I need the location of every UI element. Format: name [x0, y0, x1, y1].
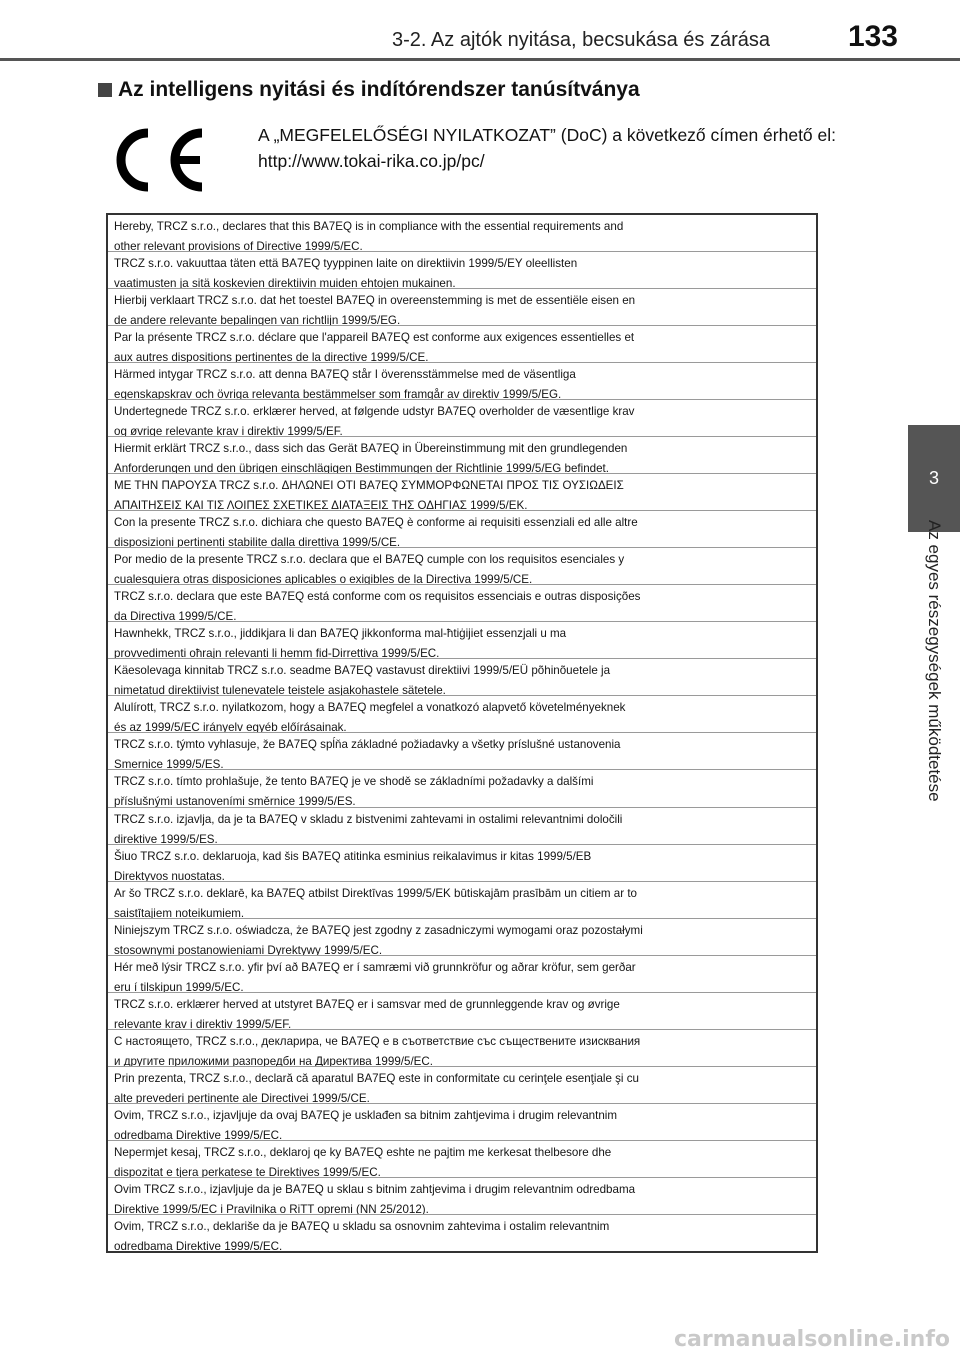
certificate-line: egenskapskrav och övriga relevanta bestämmelser som framgår av direktiv 1999/5/EG. — [114, 388, 562, 401]
section-heading — [98, 78, 640, 102]
certificate-row — [108, 437, 816, 474]
certificate-line: С настоящето, TRCZ s.r.o., декларира, че BA7EQ е в съответствие със съществените изисквания — [114, 1034, 641, 1048]
page-number: 133 — [847, 20, 898, 53]
certificate-row — [108, 956, 816, 993]
certificate-line: Hierbij verklaart TRCZ s.r.o. dat het toestel BA7EQ in overeenstemming is met de essentiële eisen en — [114, 294, 636, 308]
certificate-line: Hér með lýsir TRCZ s.r.o. yfir því að BA7EQ er í samræmi við grunnkröfur og aðrar kröfur, sem gerðar — [114, 960, 636, 974]
certificate-row — [108, 511, 816, 548]
chapter-caption-text: Az egyes részegységek működtetése — [925, 520, 944, 802]
certificate-row — [108, 919, 816, 956]
certificate-line: relevante krav i direktiv 1999/5/EF. — [114, 1017, 292, 1030]
certificate-line: Por medio de la presente TRCZ s.r.o. declara que el BA7EQ cumple con los requisitos esenciales y — [114, 553, 625, 567]
certificate-line: ΜΕ ΤΗΝ ΠΑΡΟΥΣΑ TRCZ s.r.o. ΔΗΛΩΝΕΙ ΟΤΙ BA7EQ ΣΥΜΜΟΡΦΩΝΕΤΑΙ ΠΡΟΣ ΤΙΣ ΟΥΣΙΩΔΕΙΣ — [114, 479, 624, 493]
certificate-line: Con la presente TRCZ s.r.o. dichiara che questo BA7EQ è conforme ai requisiti essenziali ed alle altre — [114, 516, 638, 530]
certificate-line: cualesquiera otras disposiciones aplicables o exigibles de la Directiva 1999/5/CE. — [114, 573, 533, 586]
header-rule — [0, 58, 960, 61]
page-header — [0, 0, 960, 62]
certificate-line: Niniejszym TRCZ s.r.o. oświadcza, że BA7EQ jest zgodny z zasadniczymi wymogami oraz pozostałymi — [114, 923, 643, 937]
certificate-row — [108, 215, 816, 252]
certificate-line: TRCZ s.r.o. izjavlja, da je ta BA7EQ v skladu z bistvenimi zahtevami in ostalimi relevantnimi določili — [114, 812, 623, 826]
certificate-line: alte prevederi pertinente ale Directivei 1999/5/CE. — [114, 1091, 370, 1104]
certificate-line: vaatimusten ja sitä koskevien direktiivin muiden ehtojen mukainen. — [114, 277, 456, 290]
certificate-row — [108, 1067, 816, 1104]
certificate-row — [108, 252, 816, 289]
ce-mark-icon — [108, 125, 208, 195]
certificate-row — [108, 733, 816, 770]
certificate-row — [108, 400, 816, 437]
certificate-line: nimetatud direktiivist tulenevatele teistele asjakohastele sätetele. — [114, 684, 446, 697]
certificate-row — [108, 1215, 816, 1251]
certificate-line: provvedimenti oħrajn relevanti li hemm fid-Dirrettiva 1999/5/EC. — [114, 647, 440, 660]
certificate-line: TRCZ s.r.o. týmto vyhlasuje, že BA7EQ spĺňa základné požiadavky a všetky príslušné ustanovenia — [114, 738, 621, 752]
certificate-row — [108, 326, 816, 363]
certificate-line: odredbama Direktive 1999/5/EC. — [114, 1239, 283, 1251]
chapter-caption — [912, 520, 956, 860]
certificate-line: Käesolevaga kinnitab TRCZ s.r.o. seadme BA7EQ vastavust direktiivi 1999/5/EÜ põhinõuetele ja — [114, 664, 611, 678]
certificate-row — [108, 1141, 816, 1178]
certificate-line: příslušnými ustanoveními směrnice 1999/5/ES. — [114, 795, 356, 808]
certificate-line: de andere relevante bepalingen van richtlijn 1999/5/EG. — [114, 314, 401, 327]
certificate-line: Hereby, TRCZ s.r.o., declares that this BA7EQ is in compliance with the essential requirements and — [114, 220, 624, 233]
certificate-line: eru í tilskipun 1999/5/EC. — [114, 980, 244, 993]
doc-url: http://www.tokai-rika.co.jp/pc/ — [258, 151, 485, 171]
certificate-row — [108, 808, 816, 845]
certificate-row — [108, 1178, 816, 1215]
certificate-row — [108, 882, 816, 919]
certificate-line: odredbama Direktive 1999/5/EC. — [114, 1128, 283, 1141]
certificate-line: direktive 1999/5/ES. — [114, 832, 218, 845]
certificate-line: Ovim, TRCZ s.r.o., deklariše da je BA7EQ u skladu sa osnovnim zahtevima i ostalim relevantnim — [114, 1219, 610, 1233]
certificate-row — [108, 696, 816, 733]
certificate-line: Direktyvos nuostatas. — [114, 869, 225, 882]
certificate-line: Hawnhekk, TRCZ s.r.o., jiddikjara li dan BA7EQ jikkonforma mal-ħtiġijiet essenzjali u ma — [114, 627, 567, 641]
certificate-line: Nepermjet kesaj, TRCZ s.r.o., deklaroj qe ky BA7EQ eshte ne pajtim me kerkesat thelbesore dhe — [114, 1145, 612, 1159]
certificate-line: disposizioni pertinenti stabilite dalla direttiva 1999/5/CE. — [114, 536, 401, 549]
certificate-line: TRCZ s.r.o. erklærer herved at utstyret BA7EQ er i samsvar med de grunnleggende krav og øvrige — [114, 997, 620, 1011]
certificate-line: Prin prezenta, TRCZ s.r.o., declară că aparatul BA7EQ este in conformitate cu cerinţele esenţiale şi cu — [114, 1071, 639, 1085]
certificate-line: Smernice 1999/5/ES. — [114, 758, 224, 771]
certificate-line: Undertegnede TRCZ s.r.o. erklærer herved, at følgende udstyr BA7EQ overholder de væsentlige krav — [114, 405, 635, 419]
certificate-row — [108, 993, 816, 1030]
certificate-line: TRCZ s.r.o. vakuuttaa täten että BA7EQ tyyppinen laite on direktiivin 1999/5/EY oleellisten — [114, 257, 578, 271]
certificate-line: other relevant provisions of Directive 1999/5/EC. — [114, 240, 363, 253]
certificate-row — [108, 289, 816, 326]
certificate-line: da Directiva 1999/5/CE. — [114, 610, 237, 623]
certificate-line: Härmed intygar TRCZ s.r.o. att denna BA7EQ står I överensstämmelse med de väsentliga — [114, 368, 576, 382]
chapter-tab-number: 3 — [928, 468, 939, 488]
watermark: carmanualsonline.info — [674, 1327, 950, 1352]
certificate-line: dispozitat e tjera perkatese te Direktives 1999/5/EC. — [114, 1165, 381, 1178]
doc-info — [258, 122, 898, 174]
certificate-row — [108, 845, 816, 882]
certificate-line: Anforderungen und den übrigen einschlägigen Bestimmungen der Richtlinie 1999/5/EG befindet. — [114, 462, 609, 475]
certificate-line: Direktive 1999/5/EC i Pravilnika o RiTT opremi (NN 25/2012). — [114, 1202, 429, 1215]
certificate-line: Par la présente TRCZ s.r.o. déclare que l'appareil BA7EQ est conforme aux exigences essentielles et — [114, 331, 635, 345]
section-heading-text: Az intelligens nyitási és indítórendszer tanúsítványa — [118, 78, 640, 101]
certificate-line: stosownymi postanowieniami Dyrektywy 1999/5/EC. — [114, 943, 383, 956]
certificate-row — [108, 1030, 816, 1067]
certificate-row — [108, 585, 816, 622]
chapter-title: 3-2. Az ajtók nyitása, becsukása és zárása — [392, 29, 770, 51]
certificate-row — [108, 1104, 816, 1141]
certificate-row — [108, 659, 816, 696]
certificate-row — [108, 363, 816, 400]
certificate-line: ΑΠΑΙΤΗΣΕΙΣ ΚΑΙ ΤΙΣ ΛΟΙΠΕΣ ΣΧΕΤΙΚΕΣ ΔΙΑΤΑΞΕΙΣ ΤΗΣ ΟΔΗΓΙΑΣ 1999/5/ΕΚ. — [114, 499, 528, 512]
certificate-line: Ar šo TRCZ s.r.o. deklarē, ka BA7EQ atbilst Direktīvas 1999/5/EK būtiskajām prasībām un citiem ar to — [114, 886, 638, 900]
certificate-line: и другите приложими разпоредби на Директива 1999/5/ЕС. — [114, 1054, 433, 1067]
certificate-line: TRCZ s.r.o. tímto prohlašuje, že tento BA7EQ je ve shodě se základními požadavky a dalšími — [114, 775, 594, 789]
certificate-row — [108, 474, 816, 511]
certificate-line: Hiermit erklärt TRCZ s.r.o., dass sich das Gerät BA7EQ in Übereinstimmung mit den grundlegenden — [114, 442, 628, 456]
certificate-line: aux autres dispositions pertinentes de la directive 1999/5/CE. — [114, 351, 429, 364]
doc-info-text: A „MEGFELELŐSÉGI NYILATKOZAT” (DoC) a következő címen érhető el: — [258, 125, 837, 145]
certificate-line: Alulírott, TRCZ s.r.o. nyilatkozom, hogy a BA7EQ megfelel a vonatkozó alapvető követelményeknek — [114, 701, 626, 715]
square-icon — [98, 83, 112, 97]
chapter-tab — [908, 425, 960, 532]
certificate-line: TRCZ s.r.o. declara que este BA7EQ está conforme com os requisitos essenciais e outras disposições — [114, 590, 641, 604]
certificate-row — [108, 622, 816, 659]
certificate-line: Šiuo TRCZ s.r.o. deklaruoja, kad šis BA7EQ atitinka esminius reikalavimus ir kitas 1999/5/EB — [114, 849, 592, 863]
certificate-line: og øvrige relevante krav i direktiv 1999/5/EF. — [114, 425, 343, 438]
certificate-row — [108, 548, 816, 585]
certificate-line: Ovim, TRCZ s.r.o., izjavljuje da ovaj BA7EQ je usklađen sa bitnim zahtjevima i drugim relevantnim — [114, 1108, 618, 1122]
certificate-table — [106, 213, 818, 1253]
certificate-line: és az 1999/5/EC irányelv egyéb előírásainak. — [114, 721, 347, 734]
certificate-line: saistītajiem noteikumiem. — [114, 906, 245, 919]
certificate-line: Ovim TRCZ s.r.o., izjavljuje da je BA7EQ u sklau s bitnim zahtjevima i drugim relevantnim odredbama — [114, 1182, 636, 1196]
certificate-row — [108, 770, 816, 807]
